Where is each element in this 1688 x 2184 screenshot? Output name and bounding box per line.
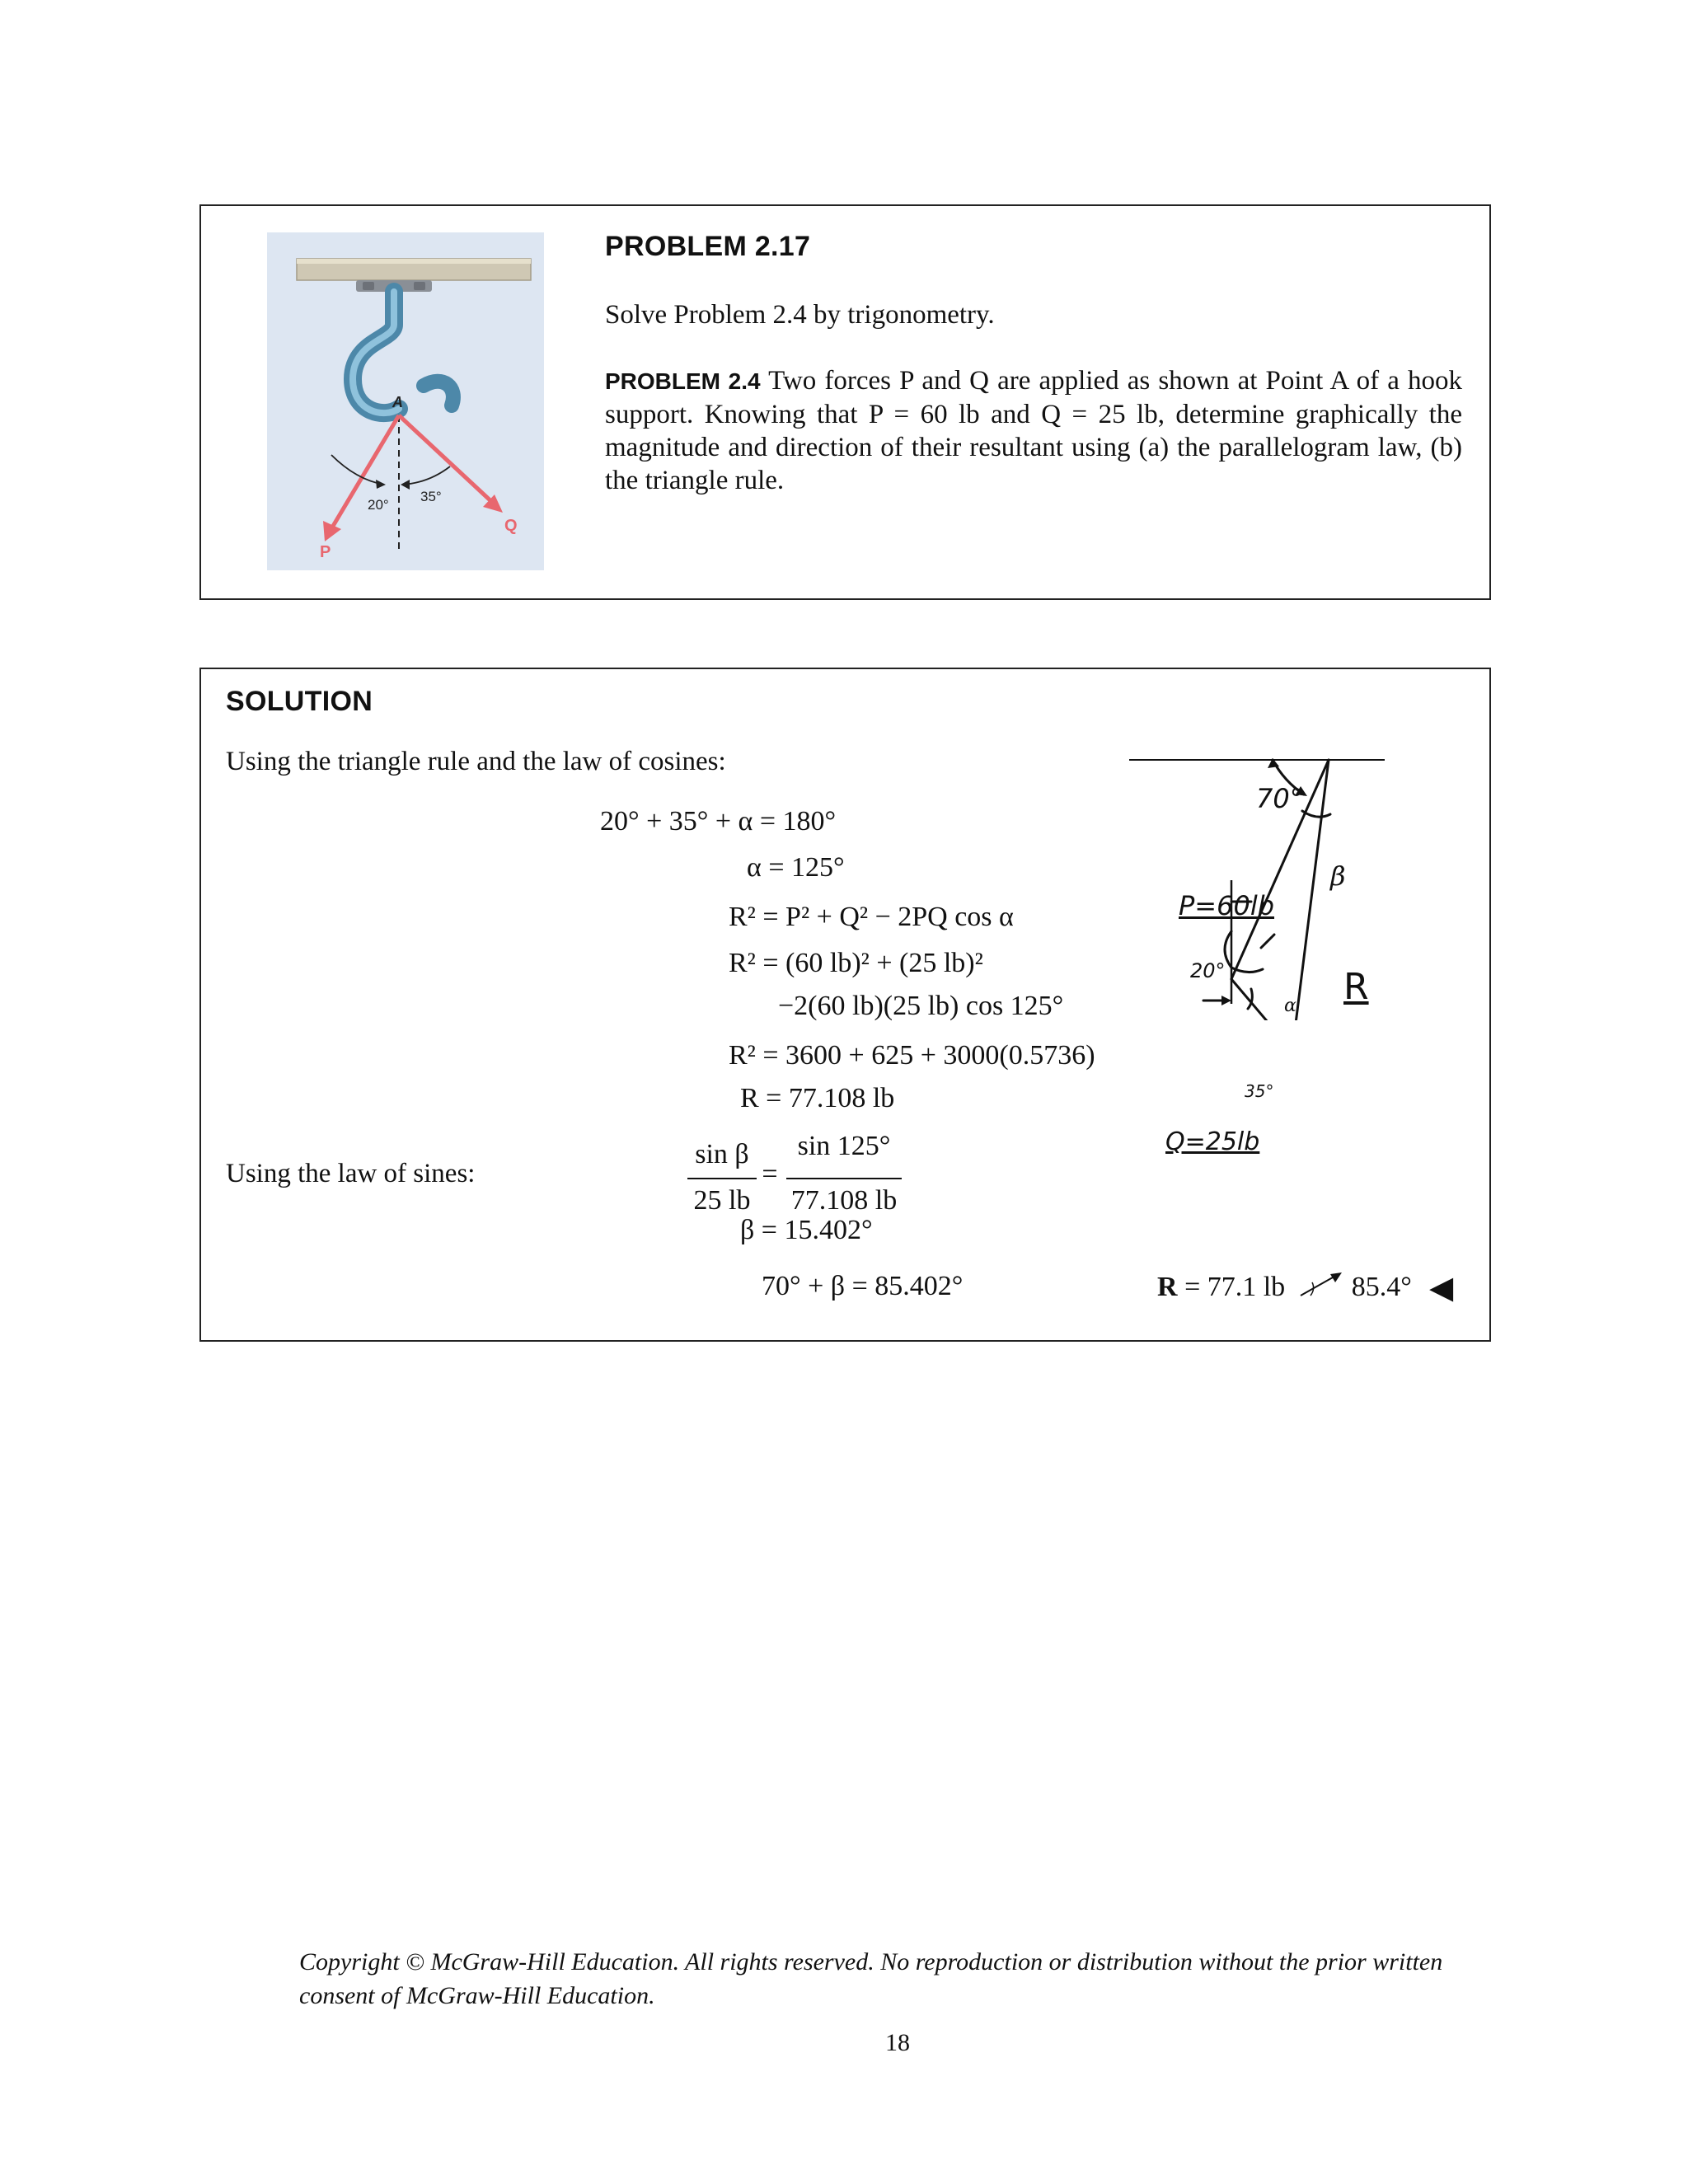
- equation-substitution: R² = (60 lb)² + (25 lb)²: [729, 948, 983, 978]
- sines-fraction-bar-left: [687, 1178, 757, 1179]
- equation-direction: 70° + β = 85.402°: [762, 1271, 964, 1301]
- figure-point-a: A: [392, 394, 403, 410]
- problem-reference: [605, 364, 1462, 497]
- equation-angle-sum: 20° + 35° + α = 180°: [600, 806, 837, 837]
- hook-figure: [267, 232, 544, 570]
- sines-num-right: sin 125°: [797, 1131, 891, 1161]
- figure-angle-35: 35°: [420, 489, 442, 504]
- sketch-angle-35: 35°: [1245, 1081, 1274, 1101]
- figure-angle-20: 20°: [368, 497, 389, 513]
- sines-den-right: 77.108 lb: [790, 1185, 898, 1216]
- law-of-sines-label: Using the law of sines:: [226, 1159, 476, 1188]
- solution-intro: Using the triangle rule and the law of cosines:: [226, 747, 726, 776]
- sketch-beta: β: [1330, 860, 1346, 892]
- page-number: 18: [885, 2029, 910, 2056]
- solution-heading: SOLUTION: [226, 686, 373, 717]
- sketch-r-label: R: [1343, 966, 1369, 1008]
- sines-fraction-bar-right: [786, 1178, 902, 1179]
- problem-reference-label: PROBLEM 2.4: [605, 368, 761, 394]
- equation-law-of-cosines: R² = P² + Q² − 2PQ cos α: [729, 902, 1014, 932]
- final-answer: [1157, 1271, 1412, 1303]
- answer-marker-icon: ◀: [1429, 1269, 1454, 1305]
- equation-r-value: R = 77.108 lb: [740, 1083, 895, 1113]
- solution-box: [199, 668, 1491, 1342]
- answer-vector-r: R: [1157, 1272, 1178, 1302]
- sines-den-left: 25 lb: [693, 1185, 751, 1216]
- sketch-angle-20: 20°: [1190, 959, 1226, 982]
- problem-statement: Solve Problem 2.4 by trigonometry.: [605, 300, 995, 330]
- equation-beta: β = 15.402°: [740, 1215, 873, 1245]
- answer-angle: 85.4°: [1351, 1272, 1412, 1302]
- sketch-angle-70: 70°: [1256, 783, 1303, 814]
- sketch-alpha: α: [1284, 996, 1296, 1016]
- sines-num-left: sin β: [695, 1139, 749, 1169]
- copyright-notice: Copyright © McGraw-Hill Education. All rights reserved. No reproduction or distribution without the prior written consent of McGraw-Hill Education.: [299, 1948, 1443, 2009]
- sines-equals: =: [762, 1159, 778, 1189]
- sketch-q-label: Q=25lb: [1165, 1127, 1260, 1156]
- equation-numeric: R² = 3600 + 625 + 3000(0.5736): [729, 1040, 1095, 1071]
- figure-force-q: Q: [504, 517, 518, 535]
- sketch-p-label: P=60lb: [1179, 890, 1275, 921]
- problem-heading: PROBLEM 2.17: [605, 231, 811, 262]
- problem-reference-text: Two forces P and Q are applied as shown at Point A of a hook support. Knowing that P = 60 lb and Q = 25 lb, determine graphically the magnitude and direction of their resultant using (a) the parallelogram law, (b) the triangle rule.: [605, 366, 1463, 495]
- problem-box: [199, 204, 1491, 600]
- figure-force-p: P: [320, 543, 331, 561]
- direction-arrow-icon: [1297, 1271, 1347, 1299]
- answer-magnitude: = 77.1 lb: [1177, 1272, 1286, 1302]
- equation-alpha: α = 125°: [747, 852, 845, 883]
- equation-substitution-cont: −2(60 lb)(25 lb) cos 125°: [778, 991, 1064, 1021]
